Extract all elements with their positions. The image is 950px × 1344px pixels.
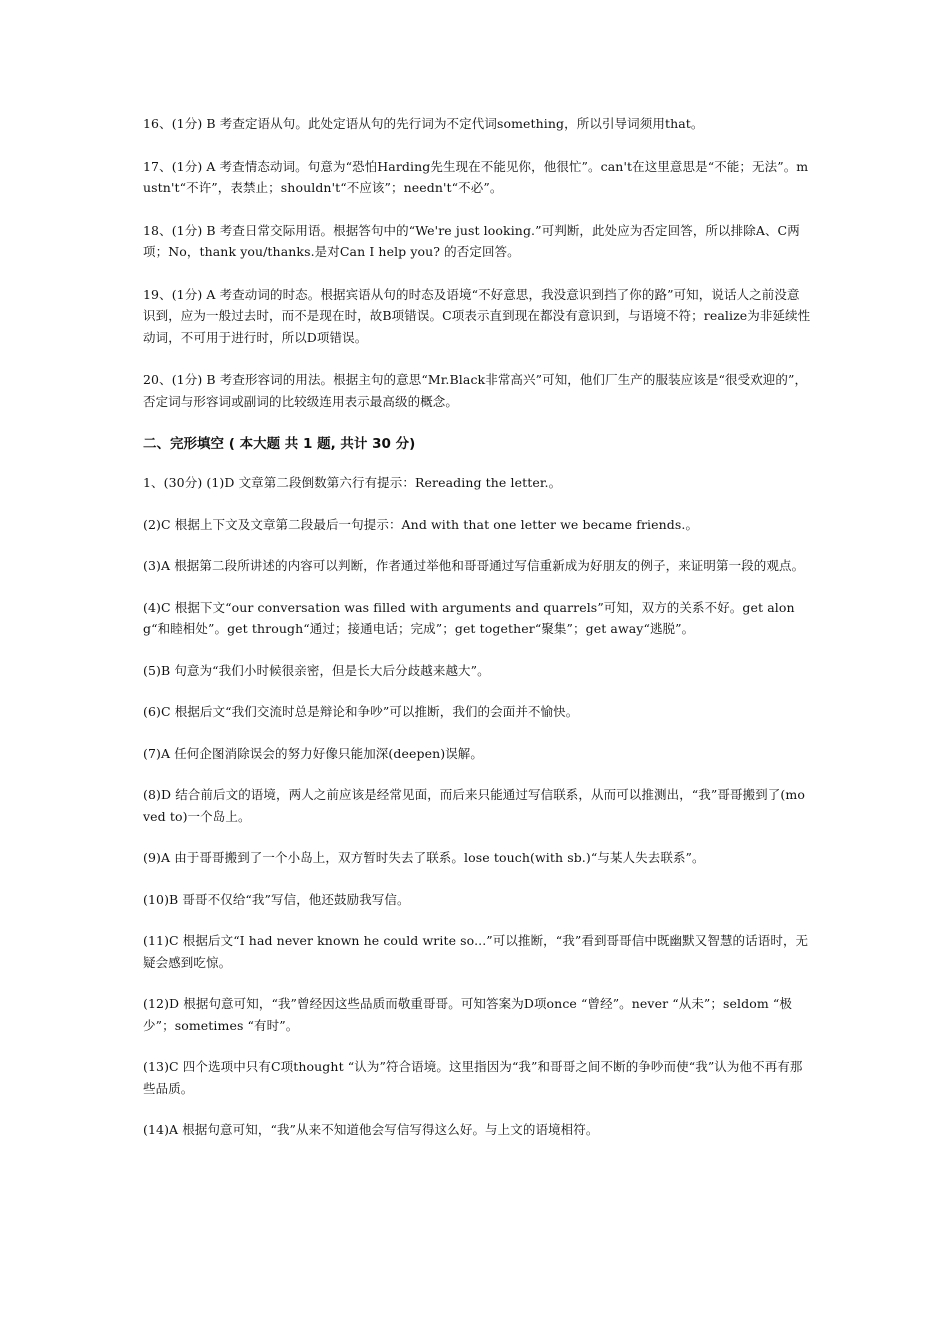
cloze-answer-6: (6)C 根据后文“我们交流时总是辩论和争吵”可以推断，我们的会面并不愉快。: [143, 704, 579, 719]
cloze-answer-4: (4)C 根据下文“our conversation was filled with arguments and quarrels”可知，双方的关系不好。get along“和睦相处”。get through“通过；接通电话；完成”；get together“聚集”；get away“逃脱”。: [143, 599, 795, 636]
cloze-answer-7: (7)A 任何企图消除误会的努力好像只能加深(deepen)误解。: [143, 745, 484, 761]
answer-17: 17、(1分) A 考查情态动词。句意为“恐怕Harding先生现在不能见你，他很忙”。can't在这里意思是“不能；无法”。mustn't“不许”，表禁止；shouldn't“不应该”；needn't“不必”。: [143, 158, 809, 195]
answer-18: 18、(1分) B 考查日常交际用语。根据答句中的“We're just looking.”可判断，此处应为否定回答，所以排除A、C两项；No，thank you/thanks.是对Can I help you? 的否定回答。: [143, 222, 800, 259]
answer-20: 20、(1分) B 考查形容词的用法。根据主句的意思“Mr.Black非常高兴”可知，他们厂生产的服装应该是“很受欢迎的”，否定词与形容词或副词的比较级连用表示最高级的概念。: [143, 372, 808, 409]
cloze-answer-10: (10)B 哥哥不仅给“我”写信，他还鼓励我写信。: [143, 891, 410, 907]
cloze-answer-3: (3)A 根据第二段所讲述的内容可以判断，作者通过举他和哥哥通过写信重新成为好朋友的例子，来证明第一段的观点。: [143, 558, 805, 573]
cloze-answer-8: (8)D 结合前后文的语境，两人之前应该是经常见面，而后来只能通过写信联系，从而可以推测出，“我”哥哥搬到了(moved to)一个岛上。: [143, 787, 805, 824]
cloze-answer-13: (13)C 四个选项中只有C项thought “认为”符合语境。这里指因为“我”和哥哥之间不断的争吵而使“我”认为他不再有那些品质。: [143, 1059, 803, 1096]
section-title-cloze: 二、完形填空 ( 本大题 共 1 题, 共计 30 分): [143, 436, 416, 452]
cloze-answer-1: 1、(30分) (1)D 文章第二段倒数第六行有提示：Rereading the letter.。: [143, 475, 562, 490]
cloze-answer-2: (2)C 根据上下文及文章第二段最后一句提示：And with that one letter we became friends.。: [143, 516, 699, 532]
cloze-answer-5: (5)B 句意为“我们小时候很亲密，但是长大后分歧越来越大”。: [143, 662, 490, 678]
cloze-answer-9: (9)A 由于哥哥搬到了一个小岛上，双方暂时失去了联系。lose touch(with sb.)“与某人失去联系”。: [143, 850, 705, 865]
answer-key-content: [143, 113, 811, 1161]
cloze-answer-12: (12)D 根据句意可知，“我”曾经因这些品质而敬重哥哥。可知答案为D项once “曾经”。never “从未”；seldom “极少”；sometimes “有时”。: [143, 996, 792, 1033]
cloze-answer-11: (11)C 根据后文“I had never known he could write so...”可以推断，“我”看到哥哥信中既幽默又智慧的话语时，无疑会感到吃惊。: [143, 933, 809, 970]
cloze-answer-14: (14)A 根据句意可知，“我”从来不知道他会写信写得这么好。与上文的语境相符。: [143, 1122, 599, 1137]
answer-19: 19、(1分) A 考查动词的时态。根据宾语从句的时态及语境“不好意思，我没意识到挡了你的路”可知，说话人之前没意识到，应为一般过去时，而不是现在时，故B项错误。C项表示直到现在都没有意识到，与语境不符；realize为非延续性动词，不可用于进行时，所以D项错误。: [143, 286, 811, 345]
answer-16: 16、(1分) B 考查定语从句。此处定语从句的先行词为不定代词something，所以引导词须用that。: [143, 116, 704, 131]
